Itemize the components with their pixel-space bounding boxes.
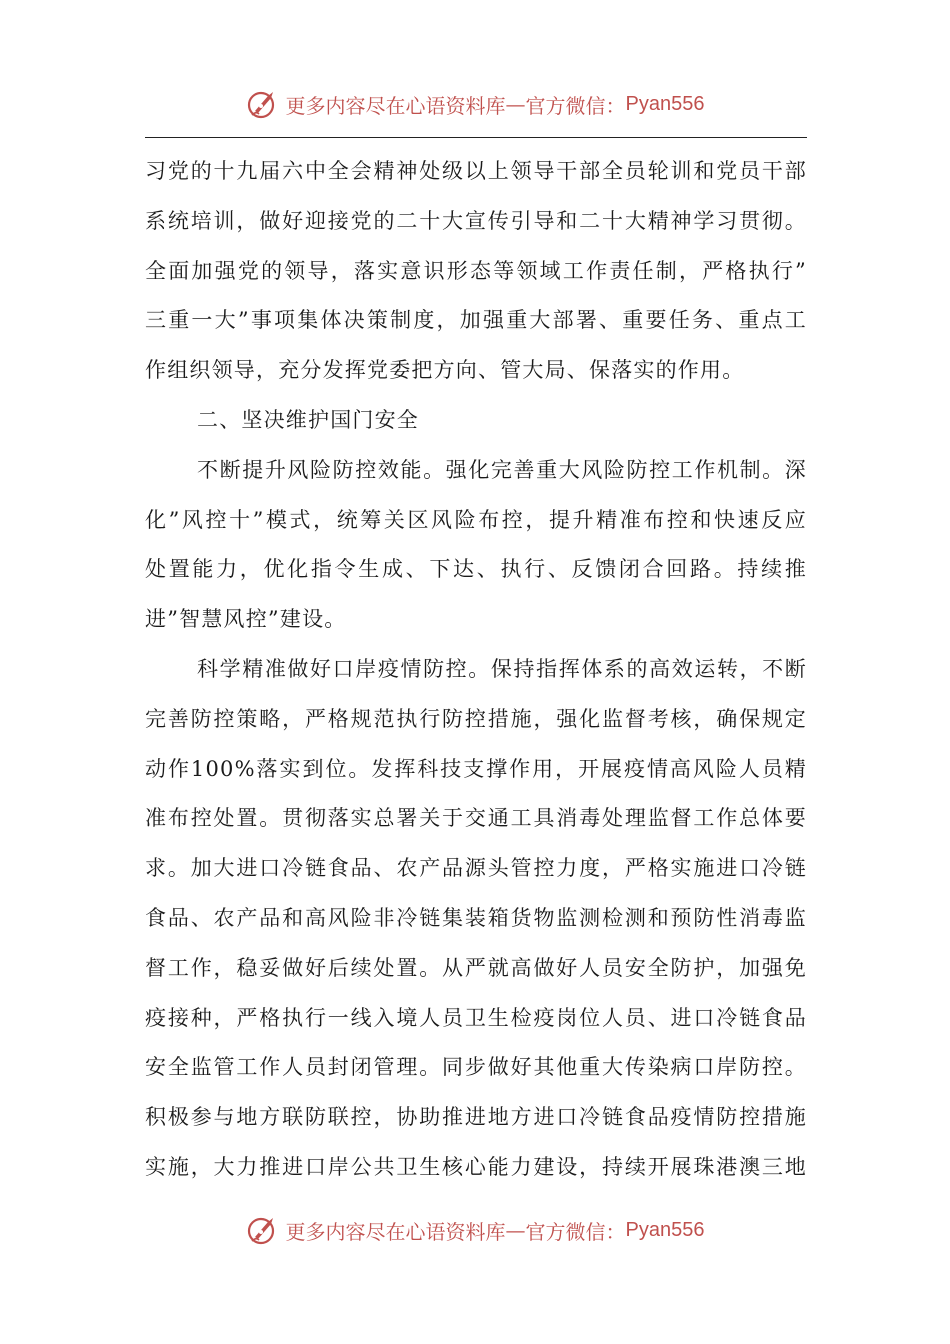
body-line: 准布控处置。贯彻落实总署关于交通工具消毒处理监督工作总体要 <box>145 806 807 831</box>
document-body <box>145 147 807 1193</box>
body-line: 动作100%落实到位。发挥科技支撑作用，开展疫情高风险人员精 <box>145 756 807 781</box>
header-wechat-id: Pyan556 <box>625 92 705 115</box>
header-dash: — <box>505 92 526 116</box>
header-banner <box>0 84 950 124</box>
footer-wechat-label: 官方微信： <box>525 1219 626 1244</box>
header-wechat-label: 官方微信： <box>525 93 626 118</box>
body-line: 完善防控策略，严格规范执行防控措施，强化监督考核，确保规定 <box>145 706 807 731</box>
body-line: 习党的十九届六中全会精神处级以上领导干部全员轮训和党员干部 <box>145 159 807 183</box>
body-line: 督工作，稳妥做好后续处置。从严就高做好人员安全防护，加强免 <box>145 955 807 980</box>
body-line: 进”智慧风控”建设。 <box>145 607 347 632</box>
body-line: 三重一大”事项集体决策制度，加强重大部署、重要任务、重点工 <box>145 308 807 333</box>
body-line: 系统培训，做好迎接党的二十大宣传引导和二十大精神学习贯彻。 <box>145 208 807 233</box>
body-line: 全面加强党的领导，落实意识形态等领域工作责任制，严格执行” <box>145 258 807 283</box>
header-brand-text: 更多内容尽在心语资料库 <box>285 93 506 118</box>
section-heading: 二、坚决维护国门安全 <box>197 407 419 432</box>
body-line: 积极参与地方联防联控，协助推进地方进口冷链食品疫情防控措施 <box>145 1105 807 1130</box>
header-divider <box>145 137 807 138</box>
body-line: 作组织领导，充分发挥党委把方向、管大局、保落实的作用。 <box>145 358 745 383</box>
body-line: 求。加大进口冷链食品、农产品源头管控力度，严格实施进口冷链 <box>145 856 807 881</box>
body-line: 食品、农产品和高风险非冷链集装箱货物监测检测和预防性消毒监 <box>145 905 807 930</box>
footer-banner <box>0 1210 950 1250</box>
footer-wechat-id: Pyan556 <box>625 1218 705 1241</box>
footer-brand-text: 更多内容尽在心语资料库 <box>285 1219 506 1244</box>
body-line: 实施，大力推进口岸公共卫生核心能力建设，持续开展珠港澳三地 <box>145 1154 807 1179</box>
body-line: 处置能力，优化指令生成、下达、执行、反馈闭合回路。持续推 <box>145 557 807 582</box>
body-line: 疫接种，严格执行一线入境人员卫生检疫岗位人员、进口冷链食品 <box>145 1005 807 1030</box>
body-line: 化”风控十”模式，统筹关区风险布控，提升精准布控和快速反应 <box>145 507 807 532</box>
body-line: 科学精准做好口岸疫情防控。保持指挥体系的高效运转，不断 <box>197 656 807 681</box>
body-line: 不断提升风险防控效能。强化完善重大风险防控工作机制。深 <box>197 457 807 482</box>
pen-nib-logo-icon <box>246 87 280 121</box>
body-line: 安全监管工作人员封闭管理。同步做好其他重大传染病口岸防控。 <box>145 1055 807 1080</box>
pen-nib-logo-icon <box>246 1213 280 1247</box>
footer-dash: — <box>505 1218 526 1242</box>
